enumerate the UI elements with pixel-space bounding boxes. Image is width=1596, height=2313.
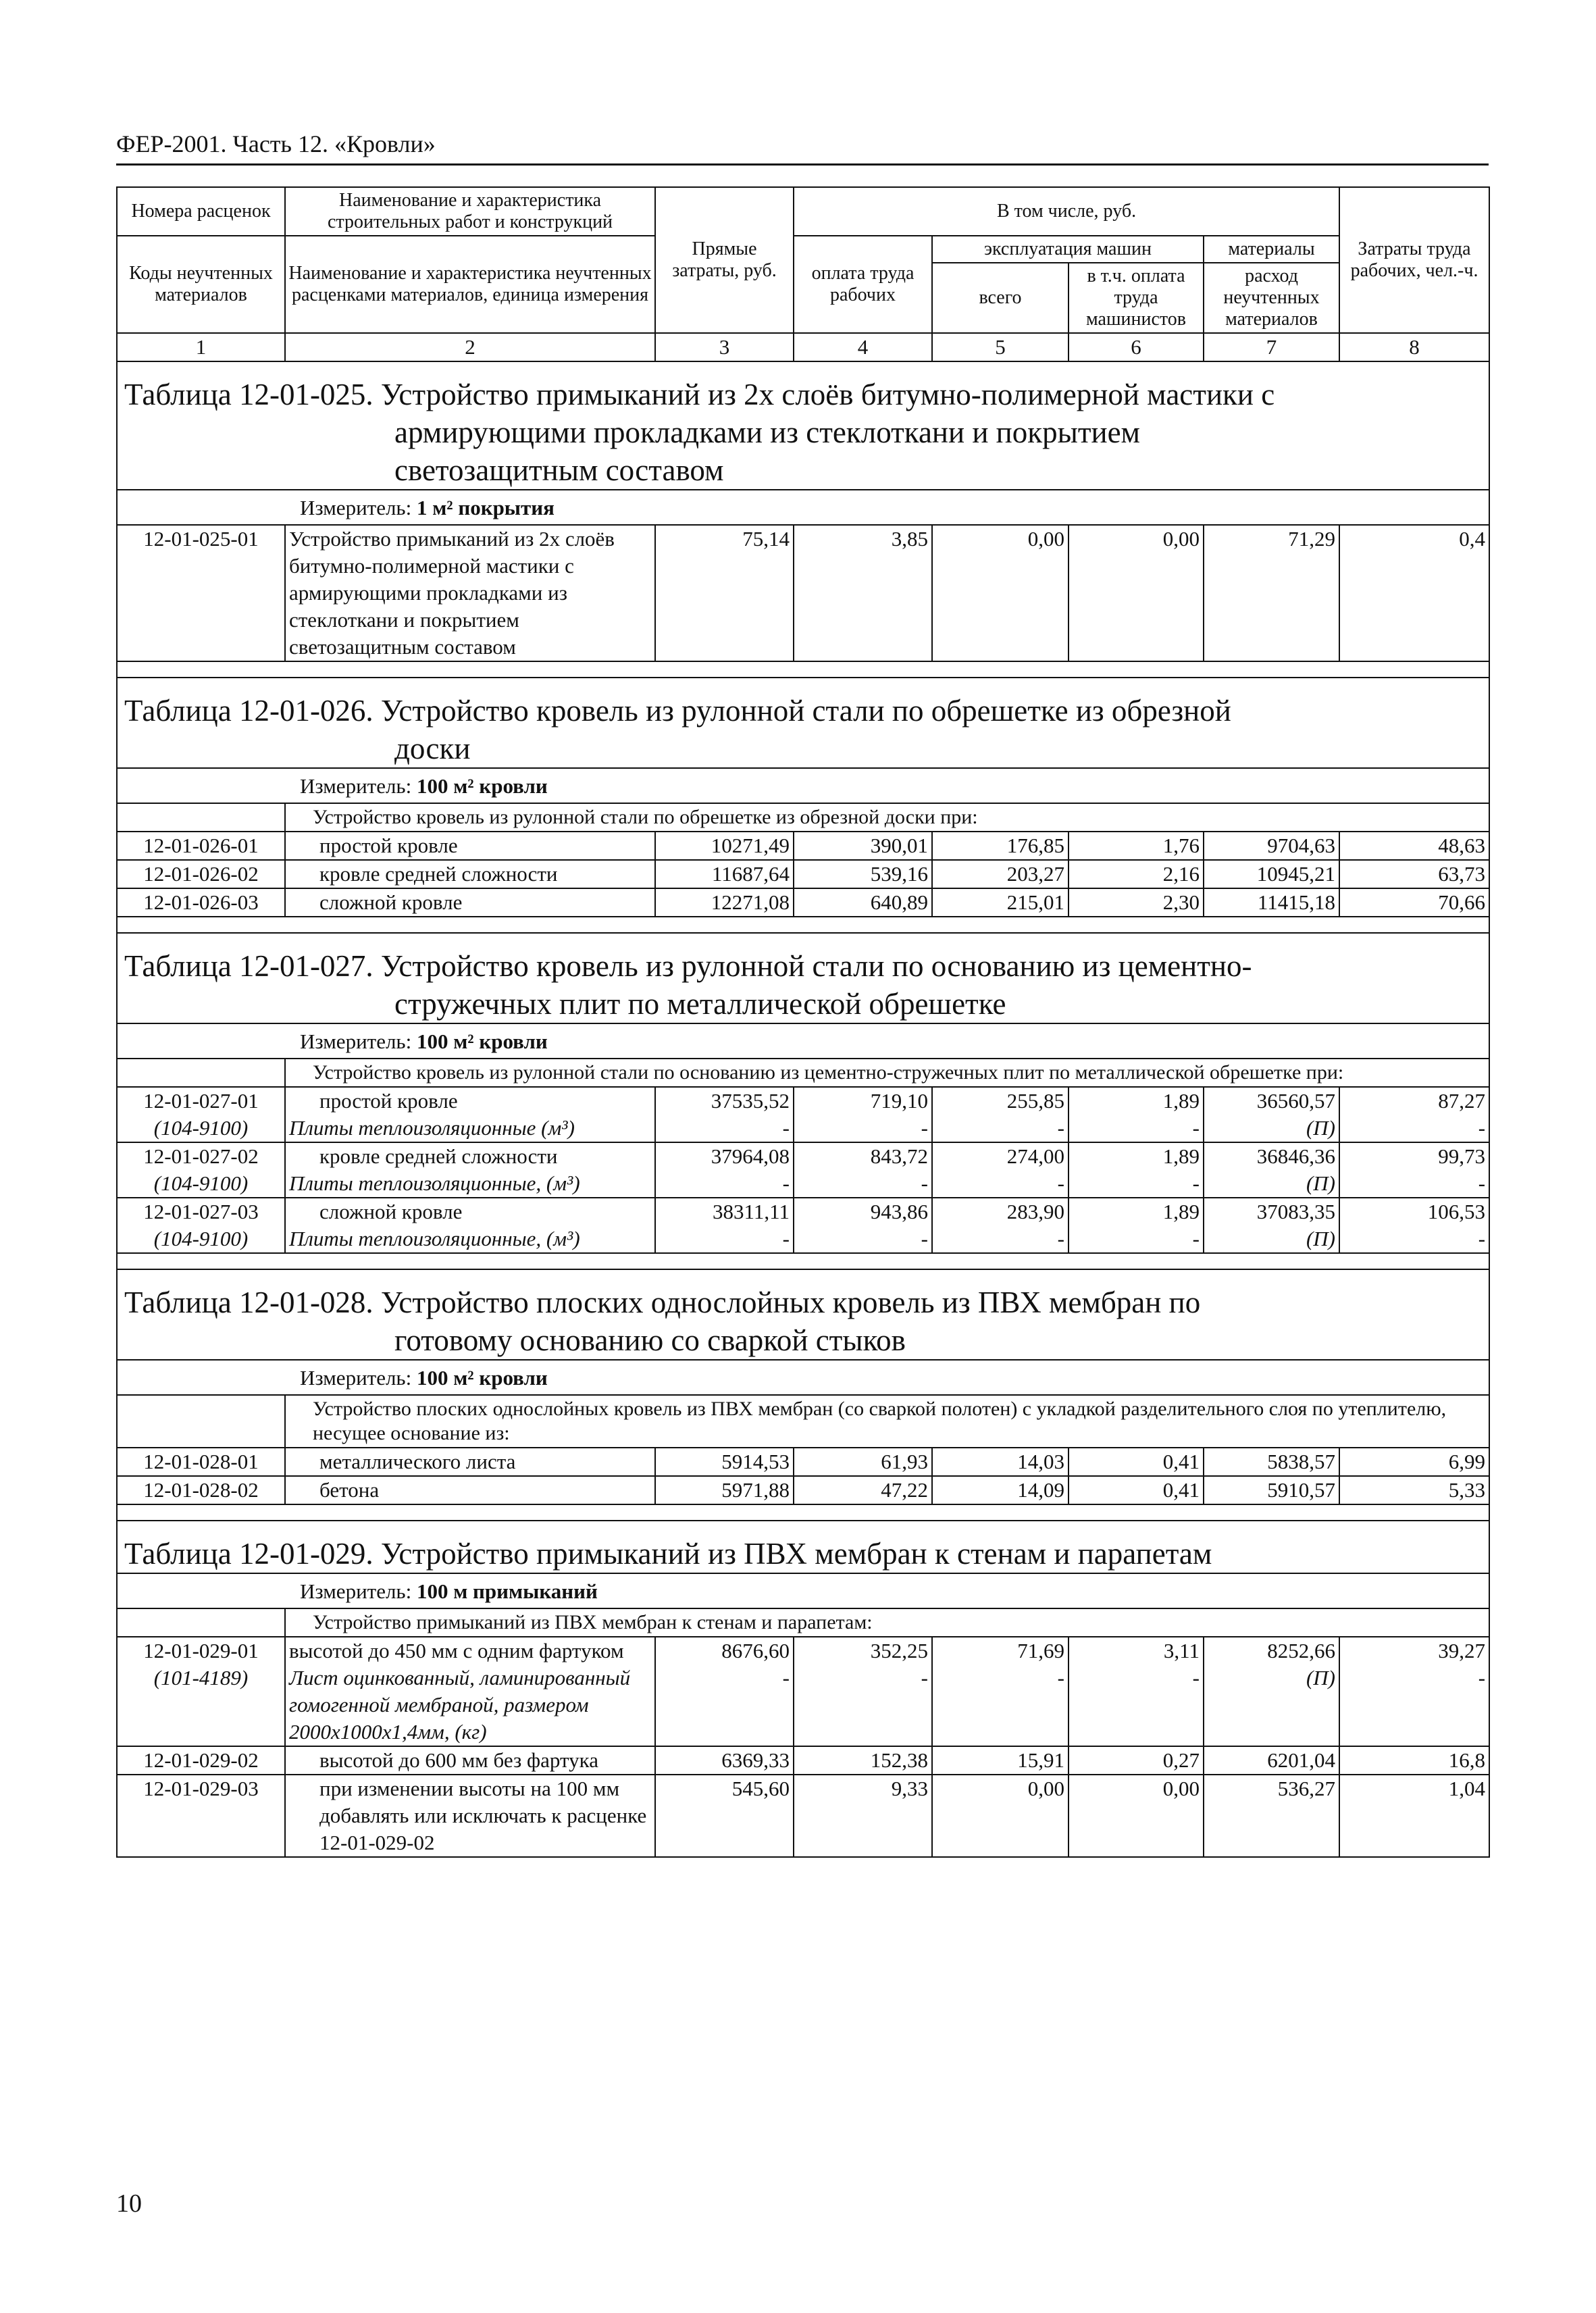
table-row [117, 1637, 1489, 1664]
dash: - [1339, 1225, 1489, 1253]
table-027-title-line: Таблица 12-01-027. Устройство кровель из рулонной стали по основанию из цементно- [124, 949, 1252, 983]
rate-code: 12-01-026-01 [117, 832, 285, 860]
group-row [117, 1395, 1489, 1448]
machines-total: 274,00 [932, 1142, 1069, 1170]
table-028-title-line: готовому основанию со сваркой стыков [394, 1323, 906, 1357]
material-consumption: (П) [1204, 1225, 1339, 1253]
dash: - [1069, 1115, 1204, 1142]
dash: - [1069, 1664, 1204, 1746]
dash: - [932, 1225, 1069, 1253]
col-worker-pay-header: оплата труда рабочих [794, 236, 932, 333]
materials: 37083,35 [1204, 1198, 1339, 1225]
col-machines-total-header: всего [932, 263, 1069, 333]
table-025-title [117, 361, 1489, 490]
rate-code: 12-01-028-01 [117, 1448, 285, 1476]
dash: - [932, 1170, 1069, 1198]
col-number: 2 [285, 333, 655, 361]
material-consumption: (П) [1204, 1664, 1339, 1746]
col-direct-costs-header: Прямые затраты, руб. [655, 187, 794, 333]
rate-code: 12-01-029-03 [117, 1775, 285, 1857]
unit-label: Измеритель: [300, 774, 417, 798]
labor-hours: 5,33 [1339, 1476, 1489, 1504]
labor-hours: 70,66 [1339, 888, 1489, 917]
rate-code: 12-01-026-03 [117, 888, 285, 917]
machines-total: 283,90 [932, 1198, 1069, 1225]
worker-pay: 539,16 [794, 860, 932, 888]
dash: - [1339, 1115, 1489, 1142]
worker-pay: 152,38 [794, 1746, 932, 1775]
dash: - [794, 1664, 932, 1746]
unit-label: Измеритель: [300, 1366, 417, 1390]
col-number: 4 [794, 333, 932, 361]
material-name: Плиты теплоизоляционные (м³) [285, 1115, 655, 1142]
dash: - [932, 1115, 1069, 1142]
machines-total: 14,09 [932, 1476, 1069, 1504]
unit-value: 100 м² кровли [416, 1030, 548, 1053]
material-name: Лист оцинкованный, ламинированный гомогенной мембраной, размером 2000х1000х1,4мм, (кг) [285, 1664, 655, 1746]
dash: - [655, 1225, 794, 1253]
material-code: (104-9100) [117, 1225, 285, 1253]
dash: - [655, 1170, 794, 1198]
machines-total: 0,00 [932, 525, 1069, 661]
col-codes-header: Номера расценок [117, 187, 285, 236]
unit-value: 100 м примыканий [416, 1579, 598, 1603]
worker-pay: 390,01 [794, 832, 932, 860]
labor-hours: 0,4 [1339, 525, 1489, 661]
header-row-2 [117, 236, 1489, 263]
unit-value: 100 м² кровли [416, 1366, 548, 1390]
worker-pay: 61,93 [794, 1448, 932, 1476]
rate-name: кровле средней сложности [285, 1142, 655, 1170]
materials: 71,29 [1204, 525, 1339, 661]
machines-total: 203,27 [932, 860, 1069, 888]
dash: - [1339, 1664, 1489, 1746]
dash: - [794, 1170, 932, 1198]
worker-pay: 352,25 [794, 1637, 932, 1664]
table-026-title-line: Таблица 12-01-026. Устройство кровель из рулонной стали по обрешетке из обрезной [124, 694, 1231, 728]
table-027-title-line: стружечных плит по металлической обрешетке [394, 987, 1006, 1021]
material-row [117, 1115, 1489, 1142]
table-row [117, 888, 1489, 917]
labor-hours: 6,99 [1339, 1448, 1489, 1476]
header-rule [116, 163, 1489, 166]
table-027-title [117, 933, 1489, 1023]
labor-hours: 16,8 [1339, 1746, 1489, 1775]
machines-total: 71,69 [932, 1637, 1069, 1664]
materials: 5910,57 [1204, 1476, 1339, 1504]
rate-name: высотой до 450 мм с одним фартуком [285, 1637, 655, 1664]
machinist-pay: 0,41 [1069, 1476, 1204, 1504]
col-material-codes-header: Коды неучтенных материалов [117, 236, 285, 333]
machinist-pay: 0,27 [1069, 1746, 1204, 1775]
worker-pay: 3,85 [794, 525, 932, 661]
rate-name: при изменении высоты на 100 мм добавлять или исключать к расценке 12-01-029-02 [285, 1775, 655, 1857]
col-material-name-header: Наименование и характеристика неучтенных расценками материалов, единица измерения [285, 236, 655, 333]
dash: - [794, 1225, 932, 1253]
unit-value: 100 м² кровли [416, 774, 548, 798]
col-including-header: В том числе, руб. [794, 187, 1339, 236]
table-025-title-line: армирующими прокладками из стеклоткани и покрытием [394, 415, 1141, 449]
rate-name: металлического листа [285, 1448, 655, 1476]
worker-pay: 9,33 [794, 1775, 932, 1857]
table-row [117, 832, 1489, 860]
machinist-pay: 0,00 [1069, 1775, 1204, 1857]
material-row [117, 1664, 1489, 1746]
worker-pay: 843,72 [794, 1142, 932, 1170]
col-number: 6 [1069, 333, 1204, 361]
table-row [117, 860, 1489, 888]
group-heading: Устройство кровель из рулонной стали по основанию из цементно-стружечных плит по металлической обрешетке при: [285, 1059, 1489, 1087]
machinist-pay: 0,00 [1069, 525, 1204, 661]
materials: 36846,36 [1204, 1142, 1339, 1170]
rate-code: 12-01-029-01 [117, 1637, 285, 1664]
group-heading: Устройство плоских однослойных кровель из ПВХ мембран (со сваркой полотен) с укладкой разделительного слоя по утеплителю, несущее основание из: [285, 1395, 1489, 1448]
direct-costs: 5914,53 [655, 1448, 794, 1476]
machinist-pay: 1,76 [1069, 832, 1204, 860]
material-name: Плиты теплоизоляционные, (м³) [285, 1170, 655, 1198]
materials: 9704,63 [1204, 832, 1339, 860]
col-labor-hours-header: Затраты труда рабочих, чел.-ч. [1339, 187, 1489, 333]
material-code: (104-9100) [117, 1170, 285, 1198]
price-table [116, 186, 1490, 1858]
rate-code: 12-01-025-01 [117, 525, 285, 661]
column-numbers-row [117, 333, 1489, 361]
worker-pay: 640,89 [794, 888, 932, 917]
group-heading: Устройство примыканий из ПВХ мембран к стенам и парапетам: [285, 1608, 1489, 1637]
unit-label: Измеритель: [300, 1579, 417, 1603]
material-row [117, 1170, 1489, 1198]
direct-costs: 545,60 [655, 1775, 794, 1857]
col-materials-header: материалы [1204, 236, 1339, 263]
material-code: (104-9100) [117, 1115, 285, 1142]
machines-total: 15,91 [932, 1746, 1069, 1775]
materials: 6201,04 [1204, 1746, 1339, 1775]
worker-pay: 719,10 [794, 1087, 932, 1115]
direct-costs: 5971,88 [655, 1476, 794, 1504]
col-number: 3 [655, 333, 794, 361]
dash: - [655, 1115, 794, 1142]
dash: - [794, 1115, 932, 1142]
table-027-unit [117, 1023, 1489, 1059]
labor-hours: 1,04 [1339, 1775, 1489, 1857]
col-number: 5 [932, 333, 1069, 361]
table-028-unit [117, 1360, 1489, 1395]
col-machines-header: эксплуатация машин [932, 236, 1204, 263]
worker-pay: 943,86 [794, 1198, 932, 1225]
dash: - [1069, 1170, 1204, 1198]
machinist-pay: 3,11 [1069, 1637, 1204, 1664]
table-row [117, 1142, 1489, 1170]
rate-code: 12-01-029-02 [117, 1746, 285, 1775]
page-header: ФЕР-2001. Часть 12. «Кровли» [116, 130, 436, 157]
rate-code: 12-01-027-03 [117, 1198, 285, 1225]
materials: 36560,57 [1204, 1087, 1339, 1115]
labor-hours: 106,53 [1339, 1198, 1489, 1225]
machinist-pay: 2,30 [1069, 888, 1204, 917]
col-machinist-pay-header: в т.ч. оплата труда машинистов [1069, 263, 1204, 333]
table-029-unit [117, 1573, 1489, 1608]
labor-hours: 48,63 [1339, 832, 1489, 860]
materials: 8252,66 [1204, 1637, 1339, 1664]
machinist-pay: 2,16 [1069, 860, 1204, 888]
rate-name: бетона [285, 1476, 655, 1504]
direct-costs: 37964,08 [655, 1142, 794, 1170]
material-consumption: (П) [1204, 1115, 1339, 1142]
table-029-title-line: Таблица 12-01-029. Устройство примыканий из ПВХ мембран к стенам и парапетам [124, 1537, 1212, 1571]
group-row [117, 1059, 1489, 1087]
table-row [117, 1198, 1489, 1225]
material-code: (101-4189) [117, 1664, 285, 1746]
table-026-title-line: доски [394, 732, 471, 765]
labor-hours: 87,27 [1339, 1087, 1489, 1115]
worker-pay: 47,22 [794, 1476, 932, 1504]
material-name: Плиты теплоизоляционные, (м³) [285, 1225, 655, 1253]
group-heading: Устройство кровель из рулонной стали по обрешетке из обрезной доски при: [285, 803, 1489, 832]
direct-costs: 75,14 [655, 525, 794, 661]
direct-costs: 11687,64 [655, 860, 794, 888]
table-026-unit [117, 768, 1489, 803]
unit-value: 1 м² покрытия [416, 496, 555, 519]
dash: - [932, 1664, 1069, 1746]
col-material-consumption-header: расход неучтенных материалов [1204, 263, 1339, 333]
labor-hours: 39,27 [1339, 1637, 1489, 1664]
page-number: 10 [116, 2189, 142, 2218]
rate-name: Устройство примыканий из 2х слоёв битумно-полимерной мастики с армирующими прокладками из стеклоткани и покрытием светозащитным составом [285, 525, 655, 661]
unit-label: Измеритель: [300, 496, 417, 519]
direct-costs: 37535,52 [655, 1087, 794, 1115]
table-row [117, 1448, 1489, 1476]
dash: - [655, 1664, 794, 1746]
col-number: 8 [1339, 333, 1489, 361]
dash: - [1069, 1225, 1204, 1253]
materials: 11415,18 [1204, 888, 1339, 917]
table-025-title-line: Таблица 12-01-025. Устройство примыканий из 2х слоёв битумно-полимерной мастики с [124, 378, 1275, 411]
machines-total: 0,00 [932, 1775, 1069, 1857]
unit-label: Измеритель: [300, 1030, 417, 1053]
rate-name: кровле средней сложности [285, 860, 655, 888]
rate-code: 12-01-027-02 [117, 1142, 285, 1170]
table-row [117, 1087, 1489, 1115]
direct-costs: 10271,49 [655, 832, 794, 860]
materials: 536,27 [1204, 1775, 1339, 1857]
table-row [117, 1746, 1489, 1775]
table-row [117, 525, 1489, 661]
rate-code: 12-01-027-01 [117, 1087, 285, 1115]
rate-name: сложной кровле [285, 888, 655, 917]
machinist-pay: 1,89 [1069, 1087, 1204, 1115]
table-029-title [117, 1521, 1489, 1573]
table-028-title-line: Таблица 12-01-028. Устройство плоских однослойных кровель из ПВХ мембран по [124, 1286, 1201, 1319]
materials: 10945,21 [1204, 860, 1339, 888]
machinist-pay: 1,89 [1069, 1198, 1204, 1225]
table-025-unit [117, 490, 1489, 525]
labor-hours: 99,73 [1339, 1142, 1489, 1170]
direct-costs: 6369,33 [655, 1746, 794, 1775]
group-row [117, 1608, 1489, 1637]
table-row [117, 1476, 1489, 1504]
machinist-pay: 1,89 [1069, 1142, 1204, 1170]
machines-total: 176,85 [932, 832, 1069, 860]
group-row [117, 803, 1489, 832]
col-number: 1 [117, 333, 285, 361]
labor-hours: 63,73 [1339, 860, 1489, 888]
table-028-title [117, 1269, 1489, 1360]
rate-name: высотой до 600 мм без фартука [285, 1746, 655, 1775]
machines-total: 255,85 [932, 1087, 1069, 1115]
material-consumption: (П) [1204, 1170, 1339, 1198]
rate-code: 12-01-026-02 [117, 860, 285, 888]
rate-name: простой кровле [285, 832, 655, 860]
col-name-header: Наименование и характеристика строительных работ и конструкций [285, 187, 655, 236]
rate-name: простой кровле [285, 1087, 655, 1115]
dash: - [1339, 1170, 1489, 1198]
machinist-pay: 0,41 [1069, 1448, 1204, 1476]
table-row [117, 1775, 1489, 1857]
rate-name: сложной кровле [285, 1198, 655, 1225]
header-row-1 [117, 187, 1489, 236]
col-number: 7 [1204, 333, 1339, 361]
machines-total: 14,03 [932, 1448, 1069, 1476]
rate-code: 12-01-028-02 [117, 1476, 285, 1504]
table-026-title [117, 678, 1489, 768]
direct-costs: 38311,11 [655, 1198, 794, 1225]
direct-costs: 8676,60 [655, 1637, 794, 1664]
materials: 5838,57 [1204, 1448, 1339, 1476]
table-025-title-line: светозащитным составом [394, 453, 724, 487]
direct-costs: 12271,08 [655, 888, 794, 917]
material-row [117, 1225, 1489, 1253]
machines-total: 215,01 [932, 888, 1069, 917]
